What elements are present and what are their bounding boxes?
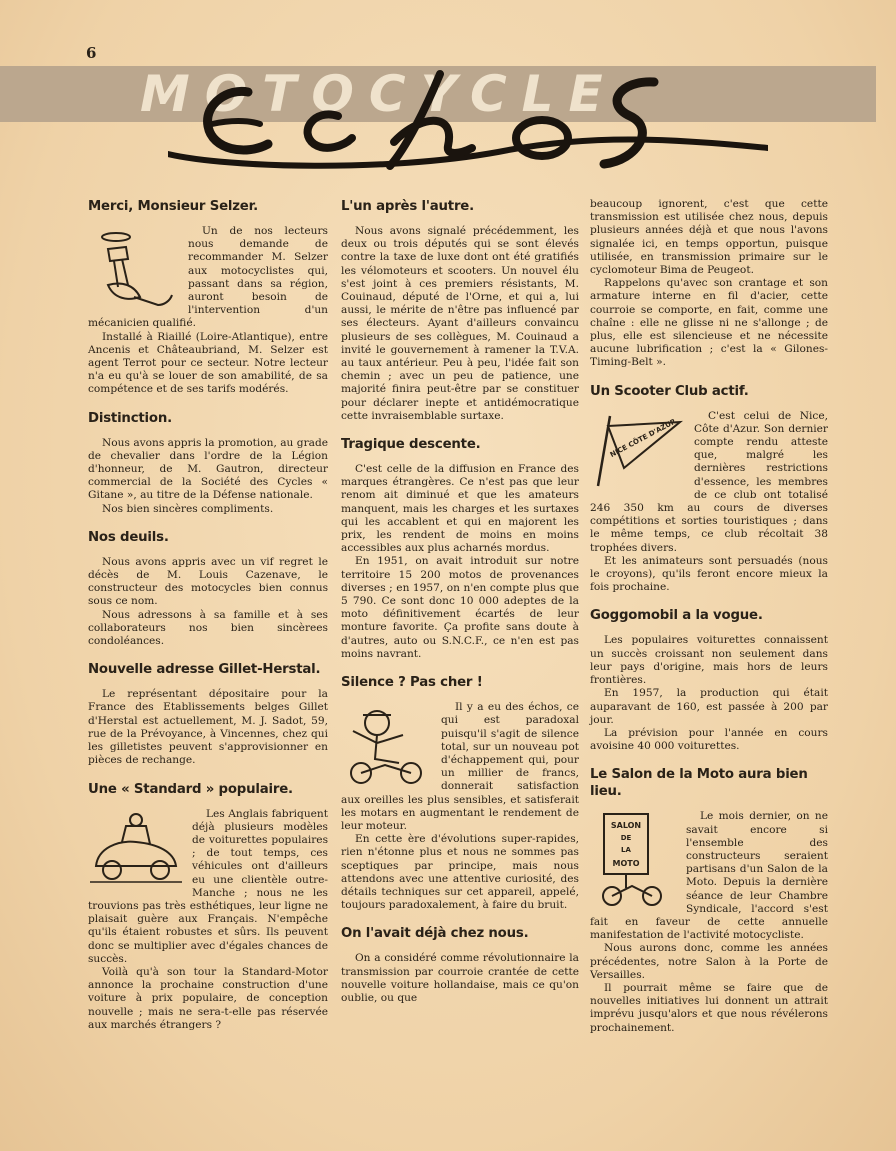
article-paragraph: Rappelons qu'avec son crantage et son armature interne en fil d'acier, cette courroie se comporte, en fait, comme une chaîne : elle ne glisse ni ne s'allonge ; de plus, elle est silencieuse et ne nécessite aucune lubrification ; c'est la « Gilones-Timing-Belt ». (590, 277, 828, 369)
illustration-salon-sign (590, 810, 678, 910)
article-paragraph: Et les animateurs sont persuadés (nous le croyons), qu'ils feront encore mieux la fois prochaine. (590, 554, 828, 594)
column-1 (88, 198, 328, 1045)
echos-logo (168, 68, 768, 186)
article-paragraph: C'est celle de la diffusion en France des marques étrangères. Ce n'est pas que leur renom ait diminué et que les amateurs manquent, mais les charges et les surtaxes qui les accablent et qui en majorent les prix, les rendent de moins en moins accessibles aux plus acharnés mordus. (341, 463, 579, 555)
article-paragraph: On a considéré comme révolutionnaire la transmission par courroie crantée de cette nouvelle voiture hollandaise, mais ce qu'on oublie, ou que (341, 952, 579, 1004)
article-salon-moto (590, 766, 828, 1034)
article-title: Tragique descente. (341, 437, 481, 453)
article-merci-selzer (88, 198, 328, 397)
article-paragraph: Nous aurons donc, comme les années précédentes, notre Salon à la Porte de Versailles. (590, 942, 828, 981)
article-un-apres-l-autre (341, 198, 579, 423)
article-tragique-descente (341, 436, 579, 661)
header-band-text: MOTOCYCLE (140, 66, 618, 122)
article-title: Le Salon de la Moto aura bien lieu. (590, 767, 808, 800)
article-silence-pas-cher (341, 674, 579, 912)
article-paragraph: En cette ère d'évolutions super-rapides, rien n'étonne plus et nous ne sommes pas sceptiques par principe, mais nous attendons avec une attentive curiosité, des détails techniques sur cet appareil, appelé, toujours paradoxalement, à faire du bruit. (341, 833, 579, 912)
article-paragraph: Il y a eu des échos, ce qui est paradoxal puisqu'il s'agit de silence total, sur un nouveau pot d'échappement qui, pour un millier de francs, donnerait satisfaction aux oreilles les plus sensibles, et satisferait les motars en augmentant le rendement de leur moteur. (341, 701, 579, 832)
illustration-wrench-hand (88, 225, 180, 315)
article-paragraph: La prévision pour l'année en cours avoisine 40 000 voiturettes. (590, 726, 828, 753)
article-title: L'un après l'autre. (341, 199, 474, 214)
illustration-small-car (88, 808, 184, 888)
article-paragraph: Le mois dernier, on ne savait encore si l'ensemble des constructeurs seraient partisans d'un Salon de la Moto. Depuis la dernière séance de leur Chambre Syndicale, l'accord s'est fait en faveur de cette annuelle manifestation de l'activité motocycliste. (590, 810, 828, 942)
article-paragraph: Les populaires voiturettes connaissent un succès croissant non seulement dans leur pays d'origine, mais hors de leurs frontières. (590, 634, 828, 687)
article-paragraph: Installé à Riaillé (Loire-Atlantique), entre Ancenis et Châteaubriand, M. Selzer est agent Terrot pour ce secteur. Notre lecteur n'a eu qu'à se louer de son amabilité, de sa compétence et de ses tarifs modérés. (88, 330, 328, 396)
column-3 (590, 198, 828, 1048)
sign-text: MOTO (612, 859, 640, 869)
article-distinction (88, 410, 328, 516)
sign-text: DE (620, 834, 632, 843)
article-paragraph: Les Anglais fabriquent déjà plusieurs modèles de voiturettes populaires ; de tout temps, ces véhicules ont d'ailleurs eu une clientèle outre-Manche ; nous ne les trouvions pas très esthétiques, leur ligne ne plaisait guère aux Français. N'empêche qu'ils étaient robustes et sûrs. Ils peuvent donc se multiplier avec d'égales chances de succès. (88, 807, 328, 965)
article-title: Distinction. (88, 410, 172, 426)
illustration-silent-rider (341, 701, 433, 789)
sign-text: SALON (610, 821, 642, 831)
article-paragraph: Il pourrait même se faire que de nouvelles initiatives lui donnent un attrait imprévu jusqu'alors et que nous révélerons prochainement. (590, 981, 828, 1034)
article-paragraph: Voilà qu'à son tour la Standard-Motor annonce la prochaine construction d'une voiture à prix populaire, de conception nouvelle ; mais ne sera-t-elle pas réservée aux marchés étrangers ? (88, 965, 328, 1031)
article-paragraph: Nos bien sincères compliments. (102, 502, 274, 515)
sign-text: LA (621, 846, 631, 855)
article-title: Un Scooter Club actif. (590, 383, 749, 399)
article-paragraph: Le représentant dépositaire pour la France des Etablissements belges Gillet d'Herstal est actuellement, M. J. Sadot, 59, rue de la Prévoyance, à Vincennes, chez qui les gilletistes peuvent s'approvisionner en pièces de rechange. (88, 688, 328, 767)
illustration-pennant (590, 410, 686, 490)
pennant-text: NICE CÔTE D'AZUR (608, 417, 678, 459)
article-paragraph: C'est celui de Nice, Côte d'Azur. Son dernier compte rendu atteste que, malgré les dernières restrictions d'essence, les membres de ce club ont totalisé 246 350 km au cours de diverses compétitions et sorties touristiques ; dans le même temps, ce club récoltait 38 trophées divers. (590, 409, 828, 554)
article-paragraph: En 1957, la production qui était auparavant de 160, est passée à 200 par jour. (590, 687, 828, 726)
article-on-l-avait-deja (341, 925, 579, 1005)
page-number: 6 (86, 44, 97, 62)
article-paragraph: Nous avons signalé précédemment, les deux ou trois députés qui se sont élevés contre la taxe de luxe dont ont été gratifiés les vélomoteurs et scooters. Un nouvel élu s'est joint à ces premiers résistants, M. Couinaud, député de l'Orne, et qui a, lui aussi, le mérite de n'être pas influencé par ses électeurs. Ayant d'ailleurs convaincu plusieurs de ses collègues, M. Couinaud a invité le gouvernement à ramener la T.V.A. au taux antérieur. Peu à peu, l'idée fait son chemin ; avec un peu de patience, une majorité finira peut-être par se constituer pour déclarer inepte et antidémocratique cette invraisemblable surtaxe. (341, 225, 579, 422)
article-standard-populaire (88, 781, 328, 1032)
article-title: Nouvelle adresse Gillet-Herstal. (88, 662, 321, 678)
column-2 (341, 198, 579, 1018)
article-continued (590, 198, 828, 370)
article-paragraph: beaucoup ignorent, c'est que cette transmission est utilisée chez nous, depuis plusieurs années déjà et que nous l'avons signalée ici, en temps opportun, puisque utilisée, en transmission primaire sur le cyclomoteur Bima de Peugeot. (590, 198, 828, 277)
article-title: Nos deuils. (88, 529, 169, 545)
article-gillet-herstal (88, 661, 328, 767)
article-paragraph: Nous avons appris avec un vif regret le décès de M. Louis Cazenave, le constructeur des motocycles bien connus sous ce nom. (88, 555, 328, 608)
article-paragraph: En 1951, on avait introduit sur notre territoire 15 200 motos de provenances diverses ; en 1957, on n'en compte plus que 5 790. Ce sont donc 10 000 adeptes de la moto définitivement écartés de leur monture favorite. Ça profite sans doute à d'autres, auto ou S.N.C.F., ce n'en est pas moins navrant. (341, 555, 579, 660)
article-paragraph: Nous avons appris la promotion, au grade de chevalier dans l'ordre de la Légion d'honneur, de M. Gautron, directeur commercial de la Société des Cycles « Gitane », au titre de la Défense nationale. (88, 436, 328, 502)
article-scooter-club (590, 383, 828, 595)
article-paragraph: Nous adressons à sa famille et à ses collaborateurs nos bien sincèrees condoléances. (88, 608, 328, 648)
article-title: On l'avait déjà chez nous. (341, 926, 529, 942)
article-title: Silence ? Pas cher ! (341, 675, 483, 691)
article-paragraph: Un de nos lecteurs nous demande de recommander M. Selzer aux motocyclistes qui, passant dans sa région, auront besoin de l'intervention d'un mécanicien qualifié. (88, 225, 328, 330)
article-title: Goggomobil a la vogue. (590, 608, 763, 624)
article-title: Merci, Monsieur Selzer. (88, 199, 258, 214)
article-goggomobil (590, 607, 828, 753)
article-title: Une « Standard » populaire. (88, 781, 293, 797)
article-nos-deuils (88, 529, 328, 648)
